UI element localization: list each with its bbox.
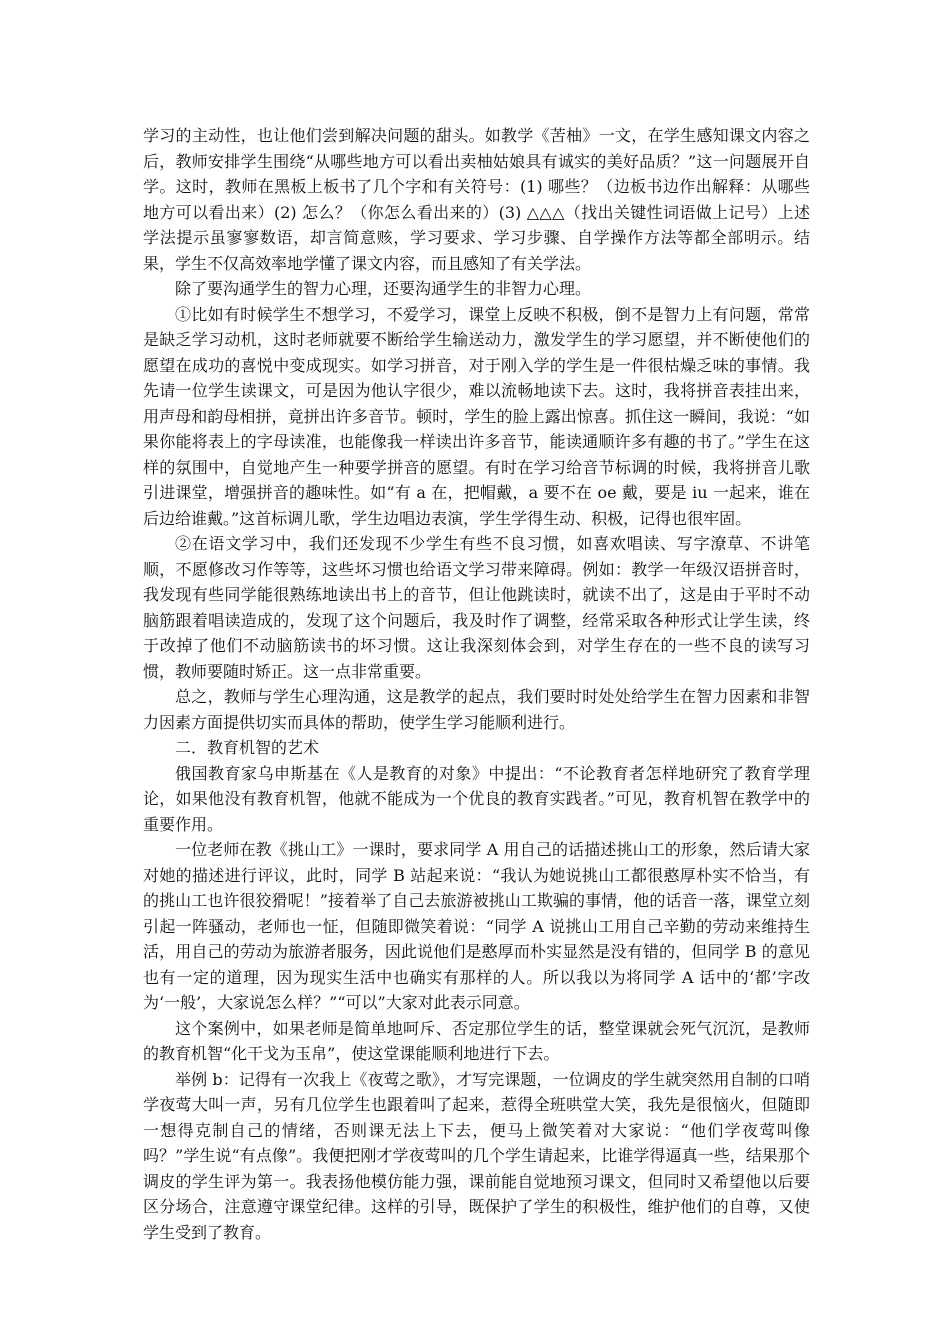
paragraph-case-a-comment: 这个案例中，如果老师是简单地呵斥、否定那位学生的话，整堂课就会死气沉沉，是教师的教育机智“化干戈为玉帛”，使这堂课能顺利地进行下去。 — [143, 1018, 810, 1063]
paragraph-example-2: ②在语文学习中，我们还发现不少学生有些不良习惯，如喜欢唱读、写字潦草、不讲笔顺，不愿修改习作等等，这些坏习惯也给语文学习带来障碍。例如：教学一年级汉语拼音时，我发现有些同学能很熟练地读出书上的音节，但让他跳读时，就读不出了，这是由于平时不动脑筋跟着唱读造成的，发现了这个问题后，我及时作了调整，经常采取各种形式让学生读，终于改掉了他们不动脑筋读书的坏习惯。这让我深刻体会到，对学生存在的一些不良的读写习惯，教师要随时矫正。这一点非常重要。 — [143, 534, 810, 681]
section-heading: 二．教育机智的艺术 — [175, 738, 320, 757]
paragraph-continued-method: 学习的主动性，也让他们尝到解决问题的甜头。如教学《苦柚》一文，在学生感知课文内容之后，教师安排学生围绕“从哪些地方可以看出卖柚姑娘具有诚实的美好品质？”这一问题展开自学。这时，教师在黑板上板书了几个字和有关符号：(1) 哪些？（边板书边作出解释：从哪些地方可以看出来）(2) 怎么？（你怎么看出来的）(3) △△△（找出关键性词语做上记号）上述学法提示虽寥寥数语，却言简意赅，学习要求、学习步骤、自学操作方法等都全部明示。结果，学生不仅高效率地学懂了课文内容，而且感知了有关学法。 — [143, 126, 810, 273]
paragraph-non-intellectual: 除了要沟通学生的智力心理，还要沟通学生的非智力心理。 — [175, 279, 592, 298]
paragraph-summary: 总之，教师与学生心理沟通，这是教学的起点，我们要时时处处给学生在智力因素和非智力因素方面提供切实而具体的帮助，使学生学习能顺利进行。 — [143, 687, 810, 732]
paragraph-example-1: ①比如有时候学生不想学习，不爱学习，课堂上反映不积极，倒不是智力上有问题，常常是缺乏学习动机，这时老师就要不断给学生输送动力，激发学生的学习愿望，并不断使他们的愿望在成功的喜悦中变成现实。如学习拼音，对于刚入学的学生是一件很枯燥乏味的事情。我先请一位学生读课文，可是因为他认字很少，难以流畅地读下去。这时，我将拼音表挂出来，用声母和韵母相拼，竟拼出许多音节。顿时，学生的脸上露出惊喜。抓住这一瞬间，我说：“如果你能将表上的字母读准，也能像我一样读出许多音节，能读通顺许多有趣的书了。”学生在这样的氛围中，自觉地产生一种要学拼音的愿望。有时在学习给音节标调的时候，我将拼音儿歌引进课堂，增强拼音的趣味性。如“有 a 在，把帽戴，a 要不在 oe 戴，要是 iu 一起来，谁在后边给谁戴。”这首标调儿歌，学生边唱边表演，学生学得生动、积极，记得也很牢固。 — [143, 304, 810, 528]
document-page — [143, 123, 810, 1245]
paragraph-case-b: 举例 b：记得有一次我上《夜莺之歌》，才写完课题，一位调皮的学生就突然用自制的口哨学夜莺大叫一声，另有几位学生也跟着叫了起来，惹得全班哄堂大笑，我先是很恼火，但随即一想得克制自己的情绪，否则课无法上下去，便马上微笑着对大家说：“他们学夜莺叫像吗？”学生说“有点像”。我便把刚才学夜莺叫的几个学生请起来，比谁学得逼真一些，结果那个调皮的学生评为第一。我表扬他模仿能力强，课前能自觉地预习课文，但同时又希望他以后要区分场合，注意遵守课堂纪律。这样的引导，既保护了学生的积极性，维护他们的自尊，又使学生受到了教育。 — [143, 1069, 810, 1242]
paragraph-quote: 俄国教育家乌申斯基在《人是教育的对象》中提出：“不论教育者怎样地研究了教育学理论，如果他没有教育机智，他就不能成为一个优良的教育实践者。”可见，教育机智在教学中的重要作用。 — [143, 763, 810, 834]
paragraph-case-a: 一位老师在教《挑山工》一课时，要求同学 A 用自己的话描述挑山工的形象，然后请大家对她的描述进行评议，此时，同学 B 站起来说：“我认为她说挑山工都很憨厚朴实不恰当，有的挑山工也许很狡猾呢！”接着举了自己去旅游被挑山工欺骗的事情，他的话音一落，课堂立刻引起一阵骚动，老师也一怔，但随即微笑着说：“同学 A 说挑山工用自己辛勤的劳动来维持生活，用自己的劳动为旅游者服务，因此说他们是憨厚而朴实显然是没有错的，但同学 B 的意见也有一定的道理，因为现实生活中也确实有那样的人。所以我以为将同学 A 话中的‘都’字改为‘一般’，大家说怎么样？”“可以”大家对此表示同意。 — [143, 840, 810, 1012]
